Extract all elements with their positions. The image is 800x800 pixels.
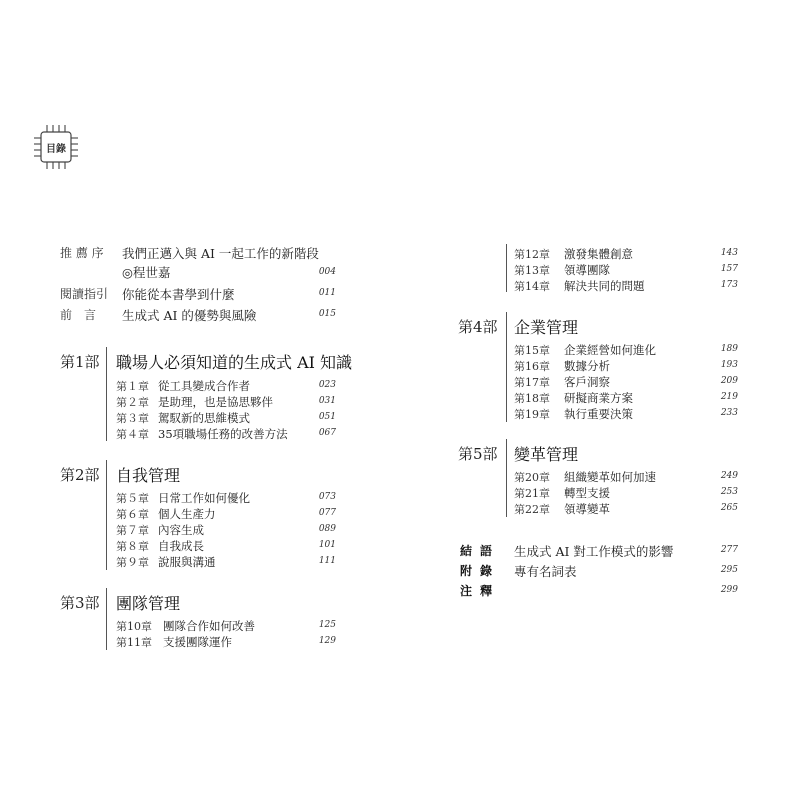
chapter-number: 第６章 — [116, 508, 149, 521]
chapter-number: 第22章 — [514, 503, 550, 516]
front-label-guide: 閱讀指引 — [60, 287, 109, 301]
part-label: 第4部 — [458, 318, 498, 336]
part-divider — [506, 439, 507, 517]
part-label: 第3部 — [60, 594, 100, 612]
chapter-title: 說服與溝通 — [158, 555, 216, 569]
part-divider — [106, 460, 107, 570]
chapter-title: 執行重要決策 — [564, 407, 633, 421]
chapter-title: 35項職場任務的改善方法 — [158, 427, 288, 441]
chapter-page: 233 — [720, 408, 738, 418]
chapter-page: 143 — [720, 248, 738, 258]
back-page-notes: 299 — [720, 585, 738, 595]
front-title-guide: 你能從本書學到什麼 — [122, 287, 235, 302]
front-author-foreword: ◎程世嘉 — [122, 265, 171, 280]
chapter-page: 157 — [720, 264, 738, 274]
chapter-page: 023 — [318, 380, 336, 390]
chapter-page: 249 — [720, 471, 738, 481]
chapter-title: 領導變革 — [564, 502, 610, 516]
chapter-number: 第３章 — [116, 412, 149, 425]
part-divider — [506, 244, 507, 292]
back-label-conclusion: 結語 — [460, 544, 501, 558]
chapter-title: 日常工作如何優化 — [158, 491, 250, 505]
chapter-number: 第１章 — [116, 380, 149, 393]
front-page-foreword: 004 — [318, 267, 336, 277]
chapter-title: 激發集體創意 — [564, 247, 633, 261]
back-title-appendix: 專有名詞表 — [514, 564, 577, 579]
part-title: 自我管理 — [116, 466, 181, 485]
back-label-appendix: 附錄 — [460, 564, 501, 578]
part-title: 變革管理 — [514, 445, 579, 464]
chapter-number: 第４章 — [116, 428, 149, 441]
chapter-number: 第14章 — [514, 280, 550, 293]
chapter-page: 051 — [318, 412, 336, 422]
chapter-title: 個人生產力 — [158, 507, 216, 521]
chapter-page: 209 — [720, 376, 738, 386]
front-page-preface: 015 — [318, 309, 336, 319]
chapter-number: 第11章 — [116, 636, 152, 649]
chapter-page: 265 — [720, 503, 738, 513]
chapter-title: 轉型支援 — [564, 486, 610, 500]
chapter-page: 189 — [720, 344, 738, 354]
back-label-notes: 注釋 — [460, 584, 501, 598]
chapter-number: 第21章 — [514, 487, 550, 500]
chapter-number: 第16章 — [514, 360, 550, 373]
chapter-page: 125 — [318, 620, 336, 630]
chapter-title: 客戶洞察 — [564, 375, 610, 389]
chapter-title: 團隊合作如何改善 — [163, 619, 255, 633]
chapter-title: 自我成長 — [158, 539, 204, 553]
chapter-number: 第13章 — [514, 264, 550, 277]
chapter-page: 089 — [318, 524, 336, 534]
chapter-title: 研擬商業方案 — [564, 391, 633, 405]
chapter-title: 從工具變成合作者 — [158, 379, 250, 393]
chapter-title: 內容生成 — [158, 523, 204, 537]
chapter-page: 129 — [318, 636, 336, 646]
chapter-number: 第18章 — [514, 392, 550, 405]
chapter-title: 支援團隊運作 — [163, 635, 232, 649]
back-page-appendix: 295 — [720, 565, 738, 575]
chapter-number: 第17章 — [514, 376, 550, 389]
chapter-title: 企業經營如何進化 — [564, 343, 656, 357]
front-title-foreword: 我們正邁入與 AI 一起工作的新階段 — [122, 246, 319, 261]
front-page-guide: 011 — [318, 288, 336, 298]
chapter-number: 第８章 — [116, 540, 149, 553]
chapter-page: 067 — [318, 428, 336, 438]
chapter-page: 111 — [318, 556, 336, 566]
chapter-number: 第７章 — [116, 524, 149, 537]
chapter-title: 領導團隊 — [564, 263, 610, 277]
chapter-title: 是助理，也是協思夥伴 — [158, 395, 273, 409]
chapter-number: 第15章 — [514, 344, 550, 357]
front-title-preface: 生成式 AI 的優勢與風險 — [122, 308, 257, 323]
chapter-page: 173 — [720, 280, 738, 290]
chapter-title: 駕馭新的思維模式 — [158, 411, 250, 425]
chapter-page: 253 — [720, 487, 738, 497]
chapter-page: 073 — [318, 492, 336, 502]
back-title-conclusion: 生成式 AI 對工作模式的影響 — [514, 544, 674, 559]
toc-heading: 目錄 — [46, 144, 66, 155]
part-divider — [506, 312, 507, 422]
chapter-number: 第10章 — [116, 620, 152, 633]
chapter-page: 077 — [318, 508, 336, 518]
part-label: 第5部 — [458, 445, 498, 463]
chapter-number: 第12章 — [514, 248, 550, 261]
chapter-title: 解決共同的問題 — [564, 279, 645, 293]
chapter-number: 第２章 — [116, 396, 149, 409]
front-label-preface: 前 言 — [60, 308, 97, 322]
chapter-title: 組織變革如何加速 — [564, 470, 656, 484]
part-divider — [106, 588, 107, 650]
back-page-conclusion: 277 — [720, 545, 738, 555]
part-title: 團隊管理 — [116, 594, 181, 613]
part-label: 第1部 — [60, 353, 100, 371]
chapter-number: 第20章 — [514, 471, 550, 484]
chapter-page: 219 — [720, 392, 738, 402]
chapter-page: 193 — [720, 360, 738, 370]
front-label-foreword: 推 薦 序 — [60, 246, 104, 260]
part-label: 第2部 — [60, 466, 100, 484]
part-title: 職場人必須知道的生成式 AI 知識 — [116, 353, 353, 372]
part-title: 企業管理 — [514, 318, 579, 337]
part-divider — [106, 347, 107, 441]
chapter-page: 101 — [318, 540, 336, 550]
chapter-number: 第９章 — [116, 556, 149, 569]
chapter-number: 第５章 — [116, 492, 149, 505]
chapter-page: 031 — [318, 396, 336, 406]
chapter-number: 第19章 — [514, 408, 550, 421]
chapter-title: 數據分析 — [564, 359, 610, 373]
